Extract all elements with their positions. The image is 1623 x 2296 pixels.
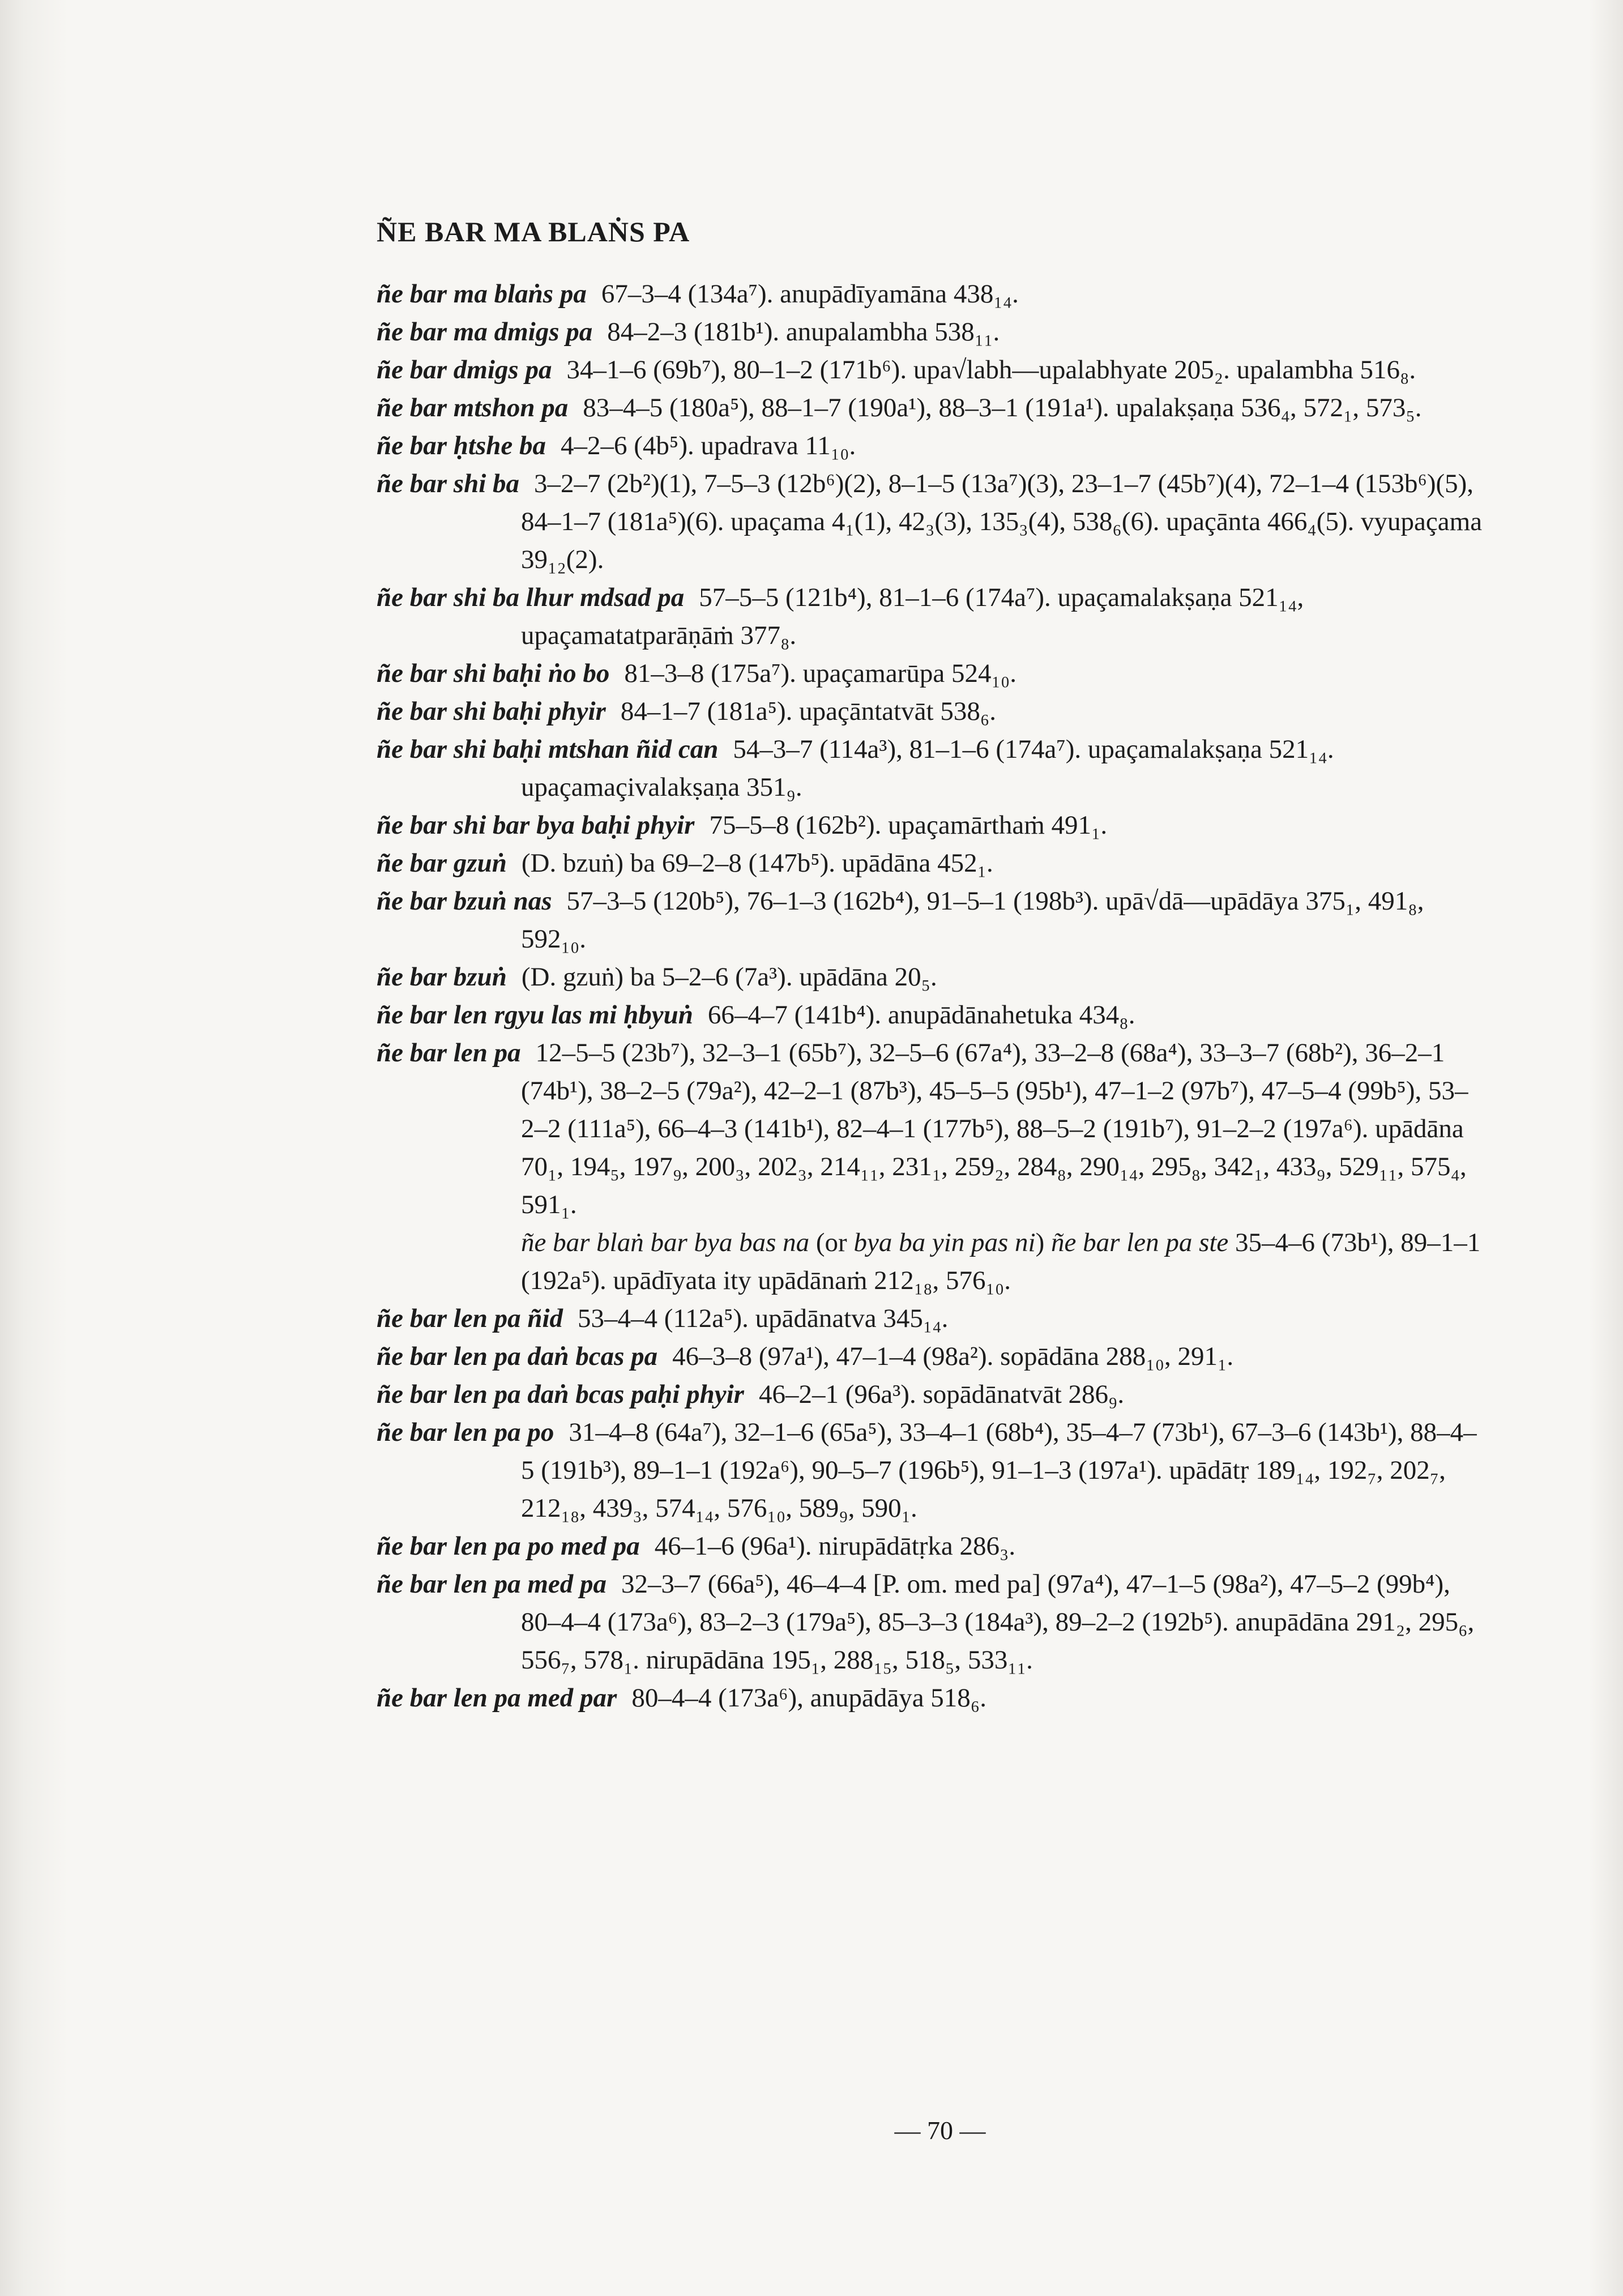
dictionary-entry	[377, 1376, 1487, 1414]
entry-references: 84–2–3 (181b¹). anupalambha 538₁₁.	[607, 317, 1000, 347]
dictionary-entry	[377, 275, 1487, 313]
entry-references: 75–5–8 (162b²). upaçamārthaṁ 491₁.	[709, 810, 1108, 840]
entry-headword: ñe bar bzuṅ nas	[377, 886, 552, 916]
scan-edge-left	[0, 0, 68, 2296]
dictionary-entry	[377, 655, 1487, 693]
entry-headword: ñe bar shi baḥi phyir	[377, 697, 606, 726]
entry-headword: ñe bar len pa	[377, 1038, 521, 1068]
dictionary-entry	[377, 465, 1487, 579]
dictionary-entry	[377, 996, 1487, 1034]
scan-edge-right	[1589, 0, 1623, 2296]
dictionary-entry	[377, 579, 1487, 655]
dictionary-entry	[377, 1300, 1487, 1338]
dictionary-entry	[377, 806, 1487, 844]
dictionary-entry	[377, 351, 1487, 389]
entry-subsense-italic: ñe bar blaṅ bar bya bas na	[521, 1228, 810, 1257]
entry-references: 31–4–8 (64a⁷), 32–1–6 (65a⁵), 33–4–1 (68b⁴), 35–4–7 (73b¹), 67–3–6 (143b¹), 88–4–5 (191b³), 89–1–1 (192a⁶), 90–5–7 (196b⁵), 91–1–3 (197a¹). upādātṛ 189₁₄, 192₇, 202₇, 212₁₈, 439₃, 574₁₄, 576₁₀, 589₉, 590₁.	[521, 1418, 1477, 1523]
entry-subsense-text: 35–4–6 (73b¹), 89–1–1 (192a⁵). upādīyata ity upādānaṁ 212₁₈, 576₁₀.	[521, 1228, 1481, 1295]
dictionary-entry	[377, 693, 1487, 731]
entry-headword: ñe bar shi ba	[377, 469, 520, 498]
entry-headword: ñe bar shi baḥi ṅo bo	[377, 659, 610, 688]
dictionary-entry	[377, 731, 1487, 806]
entry-headword: ñe bar len pa po med pa	[377, 1531, 640, 1561]
entry-headword: ñe bar len rgyu las mi ḥbyuṅ	[377, 1000, 693, 1030]
entry-references: 4–2–6 (4b⁵). upadrava 11₁₀.	[561, 431, 856, 460]
dictionary-entry	[377, 1527, 1487, 1565]
entry-references: 46–3–8 (97a¹), 47–1–4 (98a²). sopādāna 288₁₀, 291₁.	[672, 1342, 1234, 1371]
entry-headword: ñe bar len pa daṅ bcas paḥi phyir	[377, 1380, 744, 1409]
entry-subsense	[377, 1224, 1487, 1300]
dictionary-entry	[377, 313, 1487, 351]
dictionary-entry	[377, 882, 1487, 958]
entry-references: 32–3–7 (66a⁵), 46–4–4 [P. om. med pa] (97a⁴), 47–1–5 (98a²), 47–5–2 (99b⁴), 80–4–4 (173a⁶), 83–2–3 (179a⁵), 85–3–3 (184a³), 89–2–2 (192b⁵). anupādāna 291₂, 295₆, 556₇, 578₁. nirupādāna 195₁, 288₁₅, 518₅, 533₁₁.	[521, 1569, 1475, 1675]
entry-headword: ñe bar ma dmigs pa	[377, 317, 593, 347]
dictionary-entry	[377, 1565, 1487, 1679]
entry-references: 54–3–7 (114a³), 81–1–6 (174a⁷). upaçamalakṣaṇa 521₁₄. upaçamaçivalakṣaṇa 351₉.	[521, 735, 1334, 802]
dictionary-entry	[377, 427, 1487, 465]
dictionary-entry	[377, 1679, 1487, 1717]
entry-headword: ñe bar ḥtshe ba	[377, 431, 546, 460]
entry-headword: ñe bar mtshon pa	[377, 393, 569, 423]
entry-headword: ñe bar gzuṅ	[377, 848, 507, 878]
entry-subsense-italic2: bya ba yin pas ni	[853, 1228, 1036, 1257]
entry-headword: ñe bar len pa med pa	[377, 1569, 607, 1599]
entry-references: 57–5–5 (121b⁴), 81–1–6 (174a⁷). upaçamalakṣaṇa 521₁₄, upaçamatatparāṇāṁ 377₈.	[521, 583, 1304, 650]
entry-headword: ñe bar dmigs pa	[377, 355, 552, 385]
entry-headword: ñe bar ma blaṅs pa	[377, 279, 587, 309]
entry-headword: ñe bar shi baḥi mtshan ñid can	[377, 735, 719, 764]
entry-headword: ñe bar len pa ñid	[377, 1304, 563, 1333]
entry-references: 83–4–5 (180a⁵), 88–1–7 (190a¹), 88–3–1 (191a¹). upalakṣaṇa 536₄, 572₁, 573₅.	[583, 393, 1422, 423]
entry-headword: ñe bar shi ba lhur mdsad pa	[377, 583, 685, 612]
entry-headword: ñe bar len pa daṅ bcas pa	[377, 1342, 658, 1371]
dictionary-entry	[377, 844, 1487, 882]
entry-references: 84–1–7 (181a⁵). upaçāntatvāt 538₆.	[620, 697, 996, 726]
entry-references: 67–3–4 (134a⁷). anupādīyamāna 438₁₄.	[601, 279, 1019, 309]
dictionary-page	[377, 215, 1487, 1717]
dictionary-entry	[377, 958, 1487, 996]
dictionary-entry	[377, 1414, 1487, 1527]
page-number: — 70 —	[894, 2116, 986, 2145]
entry-list	[377, 275, 1487, 1717]
entry-headword: ñe bar shi bar bya baḥi phyir	[377, 810, 695, 840]
entry-references: 46–2–1 (96a³). sopādānatvāt 286₉.	[758, 1380, 1125, 1409]
entry-headword: ñe bar len pa po	[377, 1418, 554, 1447]
entry-references: (D. bzuṅ) ba 69–2–8 (147b⁵). upādāna 452₁.	[521, 848, 993, 878]
entry-headword: ñe bar bzuṅ	[377, 962, 507, 992]
page-heading: ÑE BAR MA BLAṄS PA	[377, 216, 690, 247]
entry-subsense-mid2: )	[1035, 1228, 1052, 1257]
dictionary-entry	[377, 1338, 1487, 1376]
dictionary-entry	[377, 389, 1487, 427]
entry-references: 80–4–4 (173a⁶), anupādāya 518₆.	[631, 1683, 986, 1713]
entry-references: (D. gzuṅ) ba 5–2–6 (7a³). upādāna 20₅.	[521, 962, 937, 992]
entry-references: 81–3–8 (175a⁷). upaçamarūpa 524₁₀.	[624, 659, 1016, 688]
entry-references: 66–4–7 (141b⁴). anupādānahetuka 434₈.	[707, 1000, 1135, 1030]
entry-headword: ñe bar len pa med par	[377, 1683, 617, 1713]
entry-references: 3–2–7 (2b²)(1), 7–5–3 (12b⁶)(2), 8–1–5 (13a⁷)(3), 23–1–7 (45b⁷)(4), 72–1–4 (153b⁶)(5), 84–1–7 (181a⁵)(6). upaçama 4₁(1), 42₃(3), 135₃(4), 538₆(6). upaçānta 466₄(5). vyupaçama 39₁₂(2).	[521, 469, 1483, 574]
entry-references: 53–4–4 (112a⁵). upādānatva 345₁₄.	[578, 1304, 949, 1333]
entry-subsense-mid: (or	[809, 1228, 854, 1257]
entry-references: 57–3–5 (120b⁵), 76–1–3 (162b⁴), 91–5–1 (198b³). upā√dā—upādāya 375₁, 491₈, 592₁₀.	[521, 886, 1424, 954]
dictionary-entry	[377, 1034, 1487, 1224]
entry-references: 12–5–5 (23b⁷), 32–3–1 (65b⁷), 32–5–6 (67a⁴), 33–2–8 (68a⁴), 33–3–7 (68b²), 36–2–1 (74b¹), 38–2–5 (79a²), 42–2–1 (87b³), 45–5–5 (95b¹), 47–1–2 (97b⁷), 47–5–4 (99b⁵), 53–2–2 (111a⁵), 66–4–3 (141b¹), 82–4–1 (177b⁵), 88–5–2 (191b⁷), 91–2–2 (197a⁶). upādāna 70₁, 194₅, 197₉, 200₃, 202₃, 214₁₁, 231₁, 259₂, 284₈, 290₁₄, 295₈, 342₁, 433₉, 529₁₁, 575₄, 591₁.	[521, 1038, 1468, 1219]
entry-subsense-italic3: ñe bar len pa ste	[1051, 1228, 1229, 1257]
entry-references: 46–1–6 (96a¹). nirupādātṛka 286₃.	[654, 1531, 1016, 1561]
entry-references: 34–1–6 (69b⁷), 80–1–2 (171b⁶). upa√labh—upalabhyate 205₂. upalambha 516₈.	[566, 355, 1416, 385]
